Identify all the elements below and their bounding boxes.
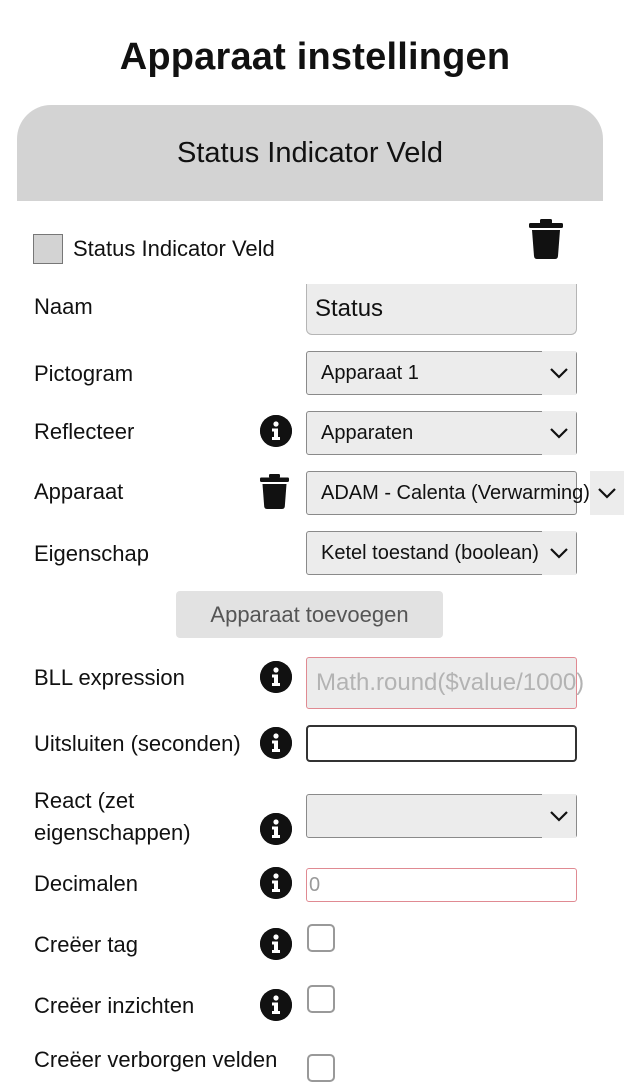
bll-label: BLL expression — [34, 665, 185, 690]
create-hidden-checkbox[interactable] — [307, 1054, 335, 1082]
info-icon[interactable] — [260, 415, 292, 447]
reflect-label: Reflecteer — [34, 419, 135, 444]
reflect-select-value: Apparaten — [321, 421, 414, 444]
enable-label: Status Indicator Veld — [73, 236, 275, 261]
chevron-down-icon — [542, 794, 576, 838]
device-select-value: ADAM - Calenta (Verwarming) — [321, 481, 590, 504]
create-insights-label: Creëer inzichten — [34, 993, 195, 1018]
info-icon[interactable] — [260, 989, 292, 1021]
trash-icon[interactable] — [260, 474, 289, 509]
name-label: Naam — [34, 294, 93, 319]
info-icon[interactable] — [260, 727, 292, 759]
page-title: Apparaat instellingen — [119, 36, 511, 78]
property-select-value: Ketel toestand (boolean) — [321, 541, 539, 564]
react-label-line1: React (zet — [34, 788, 135, 813]
react-select[interactable] — [306, 794, 577, 838]
react-label — [34, 785, 191, 849]
create-hidden-label: Creëer verborgen velden — [34, 1047, 278, 1072]
decimals-placeholder: 0 — [309, 873, 321, 896]
chevron-down-icon — [590, 471, 624, 515]
enable-checkbox[interactable] — [33, 234, 63, 264]
info-icon[interactable] — [260, 813, 292, 845]
bll-expression-input[interactable] — [306, 657, 585, 709]
decimals-label: Decimalen — [34, 871, 138, 896]
icon-label: Pictogram — [34, 361, 134, 386]
decimals-input[interactable] — [306, 868, 577, 902]
icon-select[interactable] — [306, 351, 577, 395]
device-label: Apparaat — [34, 479, 124, 504]
panel-header-label: Status Indicator Veld — [177, 136, 443, 169]
create-tag-label: Creëer tag — [34, 932, 138, 957]
react-label-line2: eigenschappen) — [34, 820, 191, 845]
info-icon[interactable] — [260, 661, 292, 693]
chevron-down-icon — [542, 411, 576, 455]
add-device-button[interactable] — [176, 591, 443, 638]
create-insights-checkbox[interactable] — [307, 985, 335, 1013]
property-select[interactable] — [306, 531, 577, 575]
create-tag-checkbox[interactable] — [307, 924, 335, 952]
reflect-select[interactable] — [306, 411, 577, 455]
bll-placeholder: Math.round($value/1000) — [316, 669, 585, 696]
add-device-button-label: Apparaat toevoegen — [210, 601, 409, 627]
info-icon[interactable] — [260, 867, 292, 899]
panel-header[interactable] — [17, 105, 603, 201]
name-input[interactable] — [306, 284, 577, 335]
trash-icon[interactable] — [529, 219, 563, 259]
icon-select-value: Apparaat 1 — [321, 361, 419, 384]
chevron-down-icon — [542, 531, 576, 575]
name-input-value: Status — [315, 295, 384, 322]
enable-row — [33, 234, 275, 264]
device-select[interactable] — [306, 471, 590, 515]
property-label: Eigenschap — [34, 541, 149, 566]
info-icon[interactable] — [260, 928, 292, 960]
chevron-down-icon — [542, 351, 576, 395]
exclude-seconds-input[interactable] — [306, 725, 577, 762]
exclude-label: Uitsluiten (seconden) — [34, 731, 241, 756]
